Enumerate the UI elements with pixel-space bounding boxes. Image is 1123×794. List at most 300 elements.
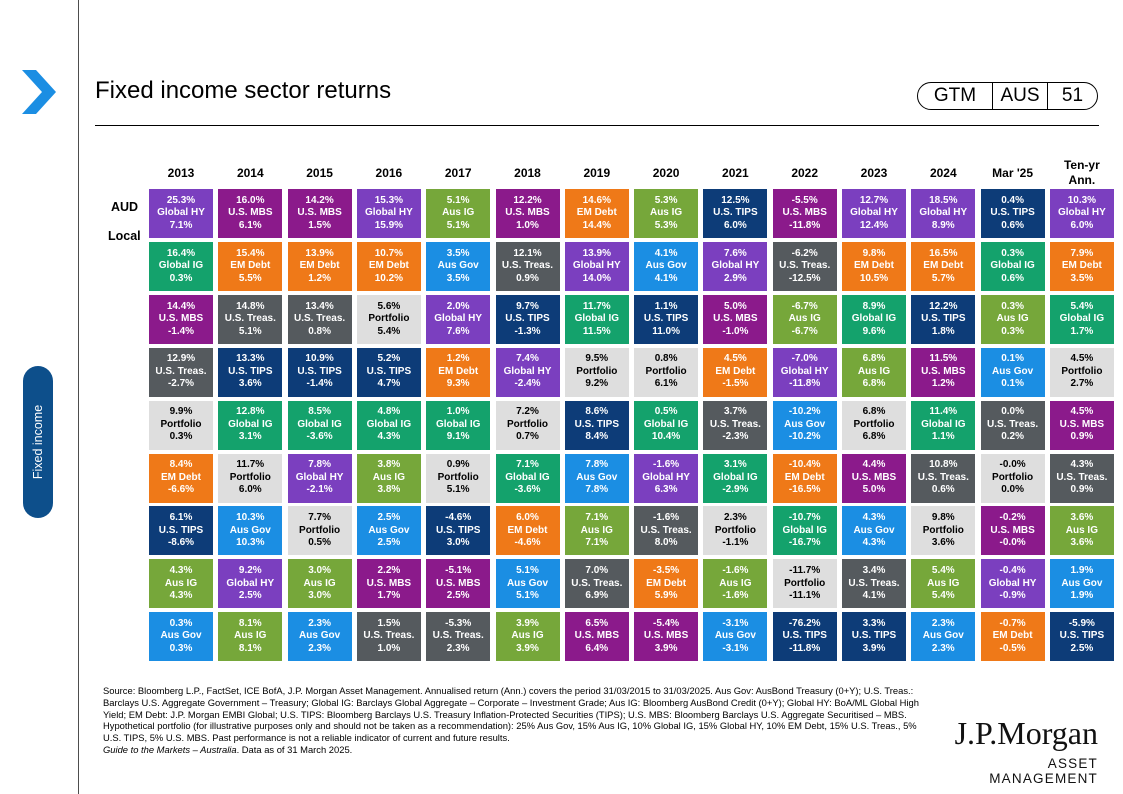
- cell-aud: 14.2%: [305, 194, 334, 206]
- return-cell: [426, 506, 490, 555]
- cell-aud: -3.1%: [722, 617, 749, 629]
- cell-aud: 14.4%: [166, 300, 196, 312]
- column-header: 2013: [167, 166, 195, 180]
- cell-name: Global HY: [226, 577, 275, 589]
- cell-name: U.S. TIPS: [713, 207, 758, 219]
- cell-local: 14.4%: [582, 219, 611, 231]
- cell-name: U.S. TIPS: [643, 313, 689, 325]
- cell-name: Aus IG: [580, 524, 613, 536]
- cell-aud: -5.9%: [1068, 617, 1095, 629]
- cell-aud: 8.1%: [238, 617, 262, 629]
- cell-name: Global IG: [851, 313, 897, 325]
- return-cell: [496, 612, 560, 661]
- cell-name: U.S. MBS: [990, 524, 1035, 536]
- cell-local: -12.5%: [788, 272, 821, 284]
- cell-name: Aus Gov: [922, 630, 964, 642]
- cell-local: -11.8%: [789, 219, 821, 231]
- return-cell: [426, 242, 490, 291]
- cell-local: -2.9%: [722, 484, 749, 496]
- cell-local: 2.5%: [238, 590, 262, 602]
- cell-name: EM Debt: [230, 260, 271, 272]
- source-note: [103, 685, 923, 756]
- cell-aud: 7.7%: [308, 512, 331, 524]
- cell-name: Global HY: [434, 313, 483, 325]
- cell-name: Global IG: [713, 471, 758, 483]
- cell-local: -0.0%: [999, 537, 1026, 549]
- cell-name: Aus IG: [511, 630, 544, 642]
- cell-local: 0.3%: [169, 272, 193, 284]
- return-cell: [288, 242, 352, 291]
- return-cell: [634, 506, 698, 555]
- cell-name: Global IG: [366, 418, 412, 430]
- cell-local: -11.8%: [789, 642, 821, 654]
- cell-aud: -10.4%: [788, 459, 821, 471]
- cell-aud: 7.0%: [585, 565, 609, 577]
- cell-aud: -0.2%: [999, 512, 1026, 524]
- cell-local: 0.6%: [1001, 272, 1024, 284]
- cell-local: 0.6%: [1001, 219, 1024, 231]
- cell-aud: 13.3%: [236, 353, 265, 365]
- return-cell: [773, 454, 837, 503]
- return-cell: [634, 295, 698, 344]
- cell-aud: 3.9%: [516, 617, 539, 629]
- cell-local: 7.1%: [585, 537, 609, 549]
- cell-name: Aus Gov: [784, 418, 826, 430]
- column-header: 2022: [791, 166, 819, 180]
- cell-local: 0.3%: [169, 431, 193, 443]
- cell-local: -8.6%: [167, 537, 195, 549]
- return-cell: [218, 401, 282, 450]
- cell-aud: 4.5%: [723, 353, 747, 365]
- cell-name: U.S. MBS: [921, 365, 966, 377]
- return-cell: [1050, 189, 1114, 238]
- cell-aud: -1.6%: [722, 565, 749, 577]
- cell-aud: 3.6%: [1070, 512, 1094, 524]
- cell-aud: 5.3%: [654, 194, 678, 206]
- cell-local: 9.3%: [446, 378, 470, 390]
- cell-name: U.S. TIPS: [921, 313, 966, 325]
- cell-aud: 8.4%: [169, 459, 193, 471]
- cell-name: U.S. MBS: [297, 207, 342, 219]
- return-cell: [149, 401, 213, 450]
- cell-name: U.S. TIPS: [990, 207, 1035, 219]
- cell-local: 4.3%: [377, 431, 401, 443]
- cell-local: 6.3%: [654, 484, 678, 496]
- cell-aud: 12.8%: [236, 406, 265, 418]
- cell-aud: 10.3%: [1067, 194, 1097, 206]
- cell-aud: 13.9%: [305, 247, 334, 259]
- cell-name: Aus IG: [996, 313, 1029, 325]
- cell-local: 6.0%: [238, 484, 262, 496]
- cell-aud: -6.2%: [791, 247, 818, 259]
- cell-name: U.S. MBS: [505, 207, 550, 219]
- return-cell: [703, 454, 767, 503]
- cell-aud: 1.5%: [377, 617, 401, 629]
- return-cell: [426, 348, 490, 397]
- cell-name: U.S. TIPS: [228, 365, 273, 377]
- cell-local: 11.5%: [582, 325, 611, 337]
- cell-local: 1.7%: [1070, 325, 1094, 337]
- cell-name: Portfolio: [506, 418, 549, 430]
- cell-aud: 9.9%: [169, 406, 193, 418]
- cell-name: Aus Gov: [714, 630, 756, 642]
- cell-local: 1.9%: [1070, 590, 1094, 602]
- cell-local: 15.9%: [374, 219, 404, 231]
- cell-local: -3.6%: [514, 484, 541, 496]
- cell-aud: -1.6%: [653, 459, 680, 471]
- cell-aud: 2.3%: [308, 617, 331, 629]
- cell-aud: 2.3%: [723, 512, 747, 524]
- return-cell: [565, 401, 629, 450]
- cell-name: U.S. MBS: [643, 630, 689, 642]
- cell-name: Aus Gov: [853, 524, 895, 536]
- return-cell: [911, 454, 975, 503]
- return-cell: [565, 295, 629, 344]
- cell-name: Aus IG: [1065, 524, 1098, 536]
- cell-aud: 11.4%: [929, 406, 958, 418]
- cell-local: 2.5%: [377, 537, 401, 549]
- return-cell: [357, 559, 421, 608]
- cell-name: U.S. MBS: [713, 313, 758, 325]
- cell-name: EM Debt: [438, 365, 479, 377]
- column-header: Ten-yr Ann.: [1063, 158, 1100, 187]
- cell-local: 5.3%: [654, 219, 678, 231]
- return-cell: [842, 295, 906, 344]
- cell-name: Global HY: [988, 577, 1037, 589]
- cell-aud: 10.8%: [929, 459, 958, 471]
- column-header: 2014: [236, 166, 264, 180]
- cell-aud: 7.1%: [585, 512, 609, 524]
- cell-aud: 1.9%: [1070, 565, 1094, 577]
- return-cell: [426, 295, 490, 344]
- cell-local: -2.4%: [514, 378, 541, 390]
- return-cell: [703, 189, 767, 238]
- cell-local: -10.2%: [788, 431, 821, 443]
- return-cell: [565, 189, 629, 238]
- cell-local: 4.1%: [862, 590, 886, 602]
- cell-local: 11.0%: [652, 325, 680, 337]
- cell-aud: 7.4%: [516, 353, 539, 365]
- cell-local: -2.1%: [306, 484, 333, 496]
- cell-aud: 12.2%: [513, 194, 542, 206]
- cell-name: U.S. Treas.: [155, 365, 207, 377]
- return-cell: [773, 401, 837, 450]
- cell-name: Aus IG: [927, 577, 960, 589]
- cell-local: 3.6%: [238, 378, 262, 390]
- return-cell: [842, 401, 906, 450]
- cell-aud: -5.4%: [653, 617, 680, 629]
- cell-name: Global HY: [711, 260, 760, 272]
- cell-aud: 13.9%: [582, 247, 611, 259]
- return-cell: [981, 242, 1045, 291]
- cell-name: Global IG: [505, 471, 550, 483]
- cell-local: 5.1%: [516, 590, 539, 602]
- return-cell: [218, 189, 282, 238]
- column-header: 2015: [306, 166, 333, 180]
- cell-local: 6.9%: [585, 590, 609, 602]
- cell-aud: -3.5%: [653, 565, 680, 577]
- cell-aud: 3.4%: [862, 565, 886, 577]
- cell-local: 3.0%: [446, 537, 470, 549]
- cell-aud: 12.1%: [513, 247, 542, 259]
- cell-aud: 15.4%: [236, 247, 265, 259]
- cell-local: 5.4%: [377, 325, 401, 337]
- cell-aud: 4.5%: [1070, 406, 1094, 418]
- cell-local: 0.9%: [1070, 431, 1094, 443]
- return-cell: [911, 348, 975, 397]
- return-cell: [288, 189, 352, 238]
- cell-local: 3.9%: [516, 642, 539, 654]
- return-cell: [288, 559, 352, 608]
- cell-local: 6.8%: [862, 378, 886, 390]
- return-cell: [773, 559, 837, 608]
- cell-aud: 18.5%: [929, 194, 958, 206]
- cell-local: 1.2%: [931, 378, 955, 390]
- cell-name: Global IG: [782, 524, 827, 536]
- badge-gtm: GTM: [933, 85, 977, 106]
- cell-local: 0.0%: [1001, 484, 1024, 496]
- return-cell: [1050, 242, 1114, 291]
- cell-name: Portfolio: [1061, 365, 1103, 377]
- return-cell: [218, 348, 282, 397]
- cell-aud: 12.2%: [929, 300, 958, 312]
- column-header: 2017: [444, 166, 472, 180]
- cell-local: 7.6%: [446, 325, 470, 337]
- cell-name: EM Debt: [646, 577, 687, 589]
- column-header: Mar '25: [992, 166, 1034, 180]
- cell-name: U.S. Treas.: [640, 524, 692, 536]
- cell-name: Portfolio: [368, 313, 410, 325]
- return-cell: [288, 348, 352, 397]
- cell-name: Aus Gov: [229, 524, 271, 536]
- cell-name: U.S. MBS: [158, 313, 204, 325]
- cell-local: -2.3%: [722, 431, 749, 443]
- cell-name: U.S. MBS: [228, 207, 273, 219]
- return-cell: [565, 242, 629, 291]
- cell-aud: -7.0%: [791, 353, 818, 365]
- return-cell: [842, 454, 906, 503]
- cell-local: 0.1%: [1001, 378, 1024, 390]
- cell-name: U.S. Treas.: [501, 260, 554, 272]
- cell-aud: 6.5%: [585, 617, 609, 629]
- cell-local: 8.1%: [238, 642, 262, 654]
- return-cell: [703, 242, 767, 291]
- cell-name: Aus Gov: [506, 577, 549, 589]
- cell-aud: 1.1%: [654, 300, 678, 312]
- cell-name: Global HY: [780, 365, 829, 377]
- cell-name: Portfolio: [576, 365, 618, 377]
- cell-name: EM Debt: [576, 207, 617, 219]
- cell-name: U.S. Treas.: [1056, 471, 1108, 483]
- cell-local: -3.6%: [306, 431, 333, 443]
- cell-aud: 8.9%: [862, 300, 886, 312]
- cell-local: 5.5%: [238, 272, 262, 284]
- cell-aud: 9.2%: [238, 565, 262, 577]
- cell-aud: 4.3%: [169, 565, 193, 577]
- cell-aud: -0.0%: [999, 459, 1026, 471]
- return-cell: [357, 242, 421, 291]
- cell-aud: 12.9%: [166, 353, 196, 365]
- cell-local: 4.3%: [169, 590, 193, 602]
- cell-local: -4.6%: [514, 537, 541, 549]
- return-cell: [773, 189, 837, 238]
- cell-aud: 5.1%: [446, 194, 470, 206]
- return-cell: [1050, 559, 1114, 608]
- cell-name: Global IG: [921, 418, 966, 430]
- cell-local: 9.1%: [446, 431, 470, 443]
- cell-name: U.S. MBS: [1059, 418, 1105, 430]
- cell-aud: 3.3%: [862, 617, 886, 629]
- cell-local: 9.6%: [862, 325, 886, 337]
- cell-local: 4.7%: [377, 378, 401, 390]
- cell-local: 3.5%: [1070, 272, 1094, 284]
- cell-aud: 0.0%: [1001, 406, 1024, 418]
- cell-name: Portfolio: [784, 577, 826, 589]
- return-cell: [496, 348, 560, 397]
- cell-local: 0.5%: [308, 537, 331, 549]
- return-cell: [773, 242, 837, 291]
- cell-local: 0.3%: [1001, 325, 1024, 337]
- cell-local: 6.0%: [1070, 219, 1094, 231]
- return-cell: [1050, 506, 1114, 555]
- cell-aud: -0.4%: [999, 565, 1026, 577]
- return-cell: [842, 506, 906, 555]
- cell-local: -0.5%: [999, 642, 1026, 654]
- cell-name: U.S. TIPS: [505, 313, 550, 325]
- return-cell: [149, 506, 213, 555]
- cell-aud: 13.4%: [305, 300, 334, 312]
- cell-local: 3.5%: [446, 272, 470, 284]
- cell-aud: 7.6%: [723, 247, 747, 259]
- return-cell: [149, 454, 213, 503]
- badge-region: AUS: [992, 83, 1048, 109]
- cell-local: 2.9%: [723, 272, 747, 284]
- cell-name: Global HY: [572, 260, 621, 272]
- cell-name: Portfolio: [992, 471, 1034, 483]
- return-cell: [981, 401, 1045, 450]
- return-cell: [288, 612, 352, 661]
- return-cell: [842, 612, 906, 661]
- cell-local: -1.4%: [306, 378, 333, 390]
- return-cell: [149, 242, 213, 291]
- cell-name: Global HY: [850, 207, 898, 219]
- cell-local: -1.0%: [722, 325, 749, 337]
- return-cell: [981, 189, 1045, 238]
- cell-local: -1.3%: [514, 325, 541, 337]
- cell-aud: 5.6%: [377, 300, 401, 312]
- logo-wordmark: J.P.Morgan: [954, 715, 1098, 751]
- cell-local: -2.7%: [167, 378, 195, 390]
- cell-local: 5.9%: [654, 590, 678, 602]
- cell-aud: 0.8%: [654, 353, 678, 365]
- return-cell: [981, 612, 1045, 661]
- return-cell: [565, 506, 629, 555]
- return-cell: [1050, 454, 1114, 503]
- return-cell: [773, 295, 837, 344]
- cell-name: Aus IG: [164, 577, 198, 589]
- cell-name: Global HY: [364, 207, 413, 219]
- cell-aud: 10.9%: [305, 353, 334, 365]
- cell-local: -16.5%: [788, 484, 821, 496]
- cell-local: 12.4%: [859, 219, 889, 231]
- guide-title: Guide to the Markets – Australia: [103, 743, 237, 755]
- return-cell: [496, 242, 560, 291]
- cell-aud: -10.7%: [788, 512, 821, 524]
- cell-name: Aus IG: [649, 207, 683, 219]
- return-cell: [981, 295, 1045, 344]
- return-cell: [426, 559, 490, 608]
- jpmorgan-logo: [944, 716, 1098, 786]
- cell-name: Global HY: [295, 471, 344, 483]
- return-cell: [218, 506, 282, 555]
- cell-aud: 7.2%: [516, 406, 539, 418]
- return-cell: [842, 242, 906, 291]
- cell-name: U.S. Treas.: [363, 630, 415, 642]
- page-title: Fixed income sector returns: [95, 77, 392, 104]
- data-as-of: . Data as of 31 March 2025.: [236, 743, 353, 755]
- return-cell: [911, 401, 975, 450]
- cell-local: -3.1%: [722, 642, 749, 654]
- cell-local: 1.2%: [308, 272, 331, 284]
- cell-aud: 8.5%: [308, 406, 331, 418]
- cell-local: -6.7%: [791, 325, 818, 337]
- cell-aud: 4.4%: [862, 459, 886, 471]
- cell-name: EM Debt: [368, 260, 409, 272]
- cell-aud: 4.3%: [862, 512, 886, 524]
- cell-name: Global IG: [574, 313, 620, 325]
- cell-aud: 14.8%: [236, 300, 265, 312]
- section-tab-label: Fixed income: [31, 404, 45, 480]
- return-cell: [703, 401, 767, 450]
- return-cell: [149, 559, 213, 608]
- cell-name: EM Debt: [854, 260, 894, 272]
- cell-local: 8.4%: [585, 431, 609, 443]
- cell-local: 6.4%: [585, 642, 609, 654]
- cell-aud: 9.7%: [516, 300, 539, 312]
- cell-name: Portfolio: [922, 524, 964, 536]
- cell-aud: -76.2%: [788, 617, 821, 629]
- cell-name: Aus IG: [719, 577, 752, 589]
- cell-name: Global IG: [228, 418, 273, 430]
- cell-local: 3.8%: [377, 484, 401, 496]
- return-cell: [288, 295, 352, 344]
- cell-local: 0.2%: [1001, 431, 1024, 443]
- cell-local: 10.4%: [651, 431, 681, 443]
- column-header: 2021: [722, 166, 749, 180]
- cell-aud: 10.7%: [374, 247, 404, 259]
- cell-aud: 11.5%: [929, 353, 958, 365]
- return-cell: [1050, 401, 1114, 450]
- cell-aud: -5.1%: [445, 565, 472, 577]
- cell-aud: 0.4%: [1001, 194, 1024, 206]
- return-cell: [634, 242, 698, 291]
- cell-name: U.S. Treas.: [779, 260, 831, 272]
- section-tab-fixed-income[interactable]: [23, 366, 53, 518]
- cell-name: U.S. TIPS: [435, 524, 481, 536]
- cell-aud: 9.5%: [585, 353, 609, 365]
- cell-local: 1.8%: [931, 325, 955, 337]
- cell-aud: 4.3%: [1070, 459, 1094, 471]
- cell-name: EM Debt: [507, 524, 548, 536]
- return-cell: [565, 454, 629, 503]
- cell-local: 3.9%: [654, 642, 678, 654]
- cell-aud: 5.4%: [931, 565, 955, 577]
- return-cell: [703, 295, 767, 344]
- return-cell: [357, 612, 421, 661]
- cell-local: 2.3%: [931, 642, 955, 654]
- return-cell: [496, 454, 560, 503]
- cell-aud: 2.2%: [377, 565, 401, 577]
